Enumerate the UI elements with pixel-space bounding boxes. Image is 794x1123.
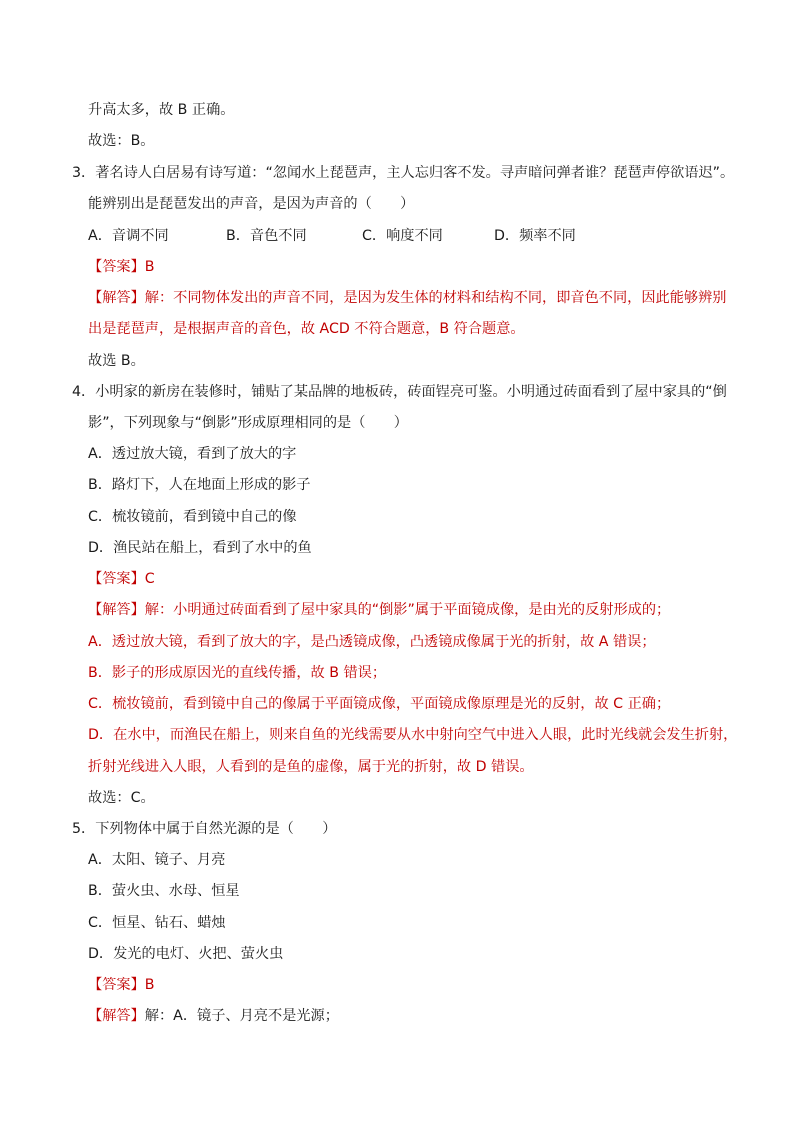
answer-label: 【答案】 — [88, 977, 145, 993]
option-c: C．响度不同 — [362, 228, 443, 244]
choice-line: 故选 B。 — [88, 353, 145, 369]
option-d: D．频率不同 — [494, 228, 576, 244]
solution-line: B．影子的形成原因光的直线传播，故 B 错误； — [88, 665, 387, 681]
option-c: C．恒星、钻石、蜡烛 — [88, 915, 226, 931]
answer-value: C — [144, 571, 155, 587]
question-4-stem: 4．小明家的新房在装修时，铺贴了某品牌的地板砖，砖面锃亮可鉴。小明通过砖面看到了屋中家具的“倒 — [72, 384, 727, 400]
question-3-options — [88, 227, 576, 245]
solution-label: 【解答】 — [88, 602, 145, 618]
solution-label: 【解答】 — [88, 1008, 145, 1024]
question-4-stem-cont: 影”，下列现象与“倒影”形成原理相同的是（ ） — [88, 415, 408, 431]
question-5-stem: 5．下列物体中属于自然光源的是（ ） — [72, 821, 337, 837]
solution-line: 折射光线进入人眼，人看到的是鱼的虚像，属于光的折射，故 D 错误。 — [88, 759, 534, 775]
text-line: 故选：B。 — [88, 133, 155, 149]
option-b: B．音色不同 — [226, 228, 307, 244]
answer-label: 【答案】 — [88, 259, 145, 275]
solution-line: A．透过放大镜，看到了放大的字，是凸透镜成像，凸透镜成像属于光的折射，故 A 错误； — [88, 634, 656, 650]
solution-text: 解：小明通过砖面看到了屋中家具的“倒影”属于平面镜成像，是由光的反射形成的； — [144, 602, 671, 618]
question-3-stem: 3．著名诗人白居易有诗写道：“忽闻水上琵琶声，主人忘归客不发。寻声暗问弹者谁？琵琶声停欲语迟”。 — [72, 165, 735, 181]
solution-line: 出是琵琶声，是根据声音的音色，故 ACD 不符合题意，B 符合题意。 — [88, 321, 525, 337]
answer-line — [88, 570, 155, 588]
solution-line — [88, 289, 726, 307]
option-d: D．发光的电灯、火把、萤火虫 — [88, 946, 284, 962]
solution-line — [88, 1007, 339, 1025]
option-b: B．萤火虫、水母、恒星 — [88, 883, 240, 899]
text-line: 升高太多，故 B 正确。 — [88, 102, 235, 118]
answer-value: B — [144, 259, 155, 275]
solution-text: 解：不同物体发出的声音不同，是因为发生体的材料和结构不同，即音色不同，因此能够辨别 — [144, 290, 727, 306]
answer-line — [88, 258, 155, 276]
answer-line — [88, 976, 155, 994]
solution-line: D．在水中，而渔民在船上，则来自鱼的光线需要从水中射向空气中进入人眼，此时光线就会发生折射， — [88, 727, 738, 743]
answer-label: 【答案】 — [88, 571, 145, 587]
option-b: B．路灯下，人在地面上形成的影子 — [88, 477, 311, 493]
solution-line: C．梳妆镜前，看到镜中自己的像属于平面镜成像，平面镜成像原理是光的反射，故 C 正确； — [88, 696, 671, 712]
choice-line: 故选：C。 — [88, 790, 155, 806]
option-d: D．渔民站在船上，看到了水中的鱼 — [88, 540, 312, 556]
answer-value: B — [144, 977, 155, 993]
option-c: C．梳妆镜前，看到镜中自己的像 — [88, 509, 297, 525]
option-a: A．音调不同 — [88, 228, 169, 244]
solution-line — [88, 601, 670, 619]
solution-label: 【解答】 — [88, 290, 145, 306]
option-a: A．太阳、镜子、月亮 — [88, 852, 226, 868]
option-a: A．透过放大镜，看到了放大的字 — [88, 446, 297, 462]
question-3-stem-cont: 能辨别出是琵琶发出的声音，是因为声音的（ ） — [88, 196, 415, 212]
solution-text: 解：A．镜子、月亮不是光源； — [144, 1008, 339, 1024]
